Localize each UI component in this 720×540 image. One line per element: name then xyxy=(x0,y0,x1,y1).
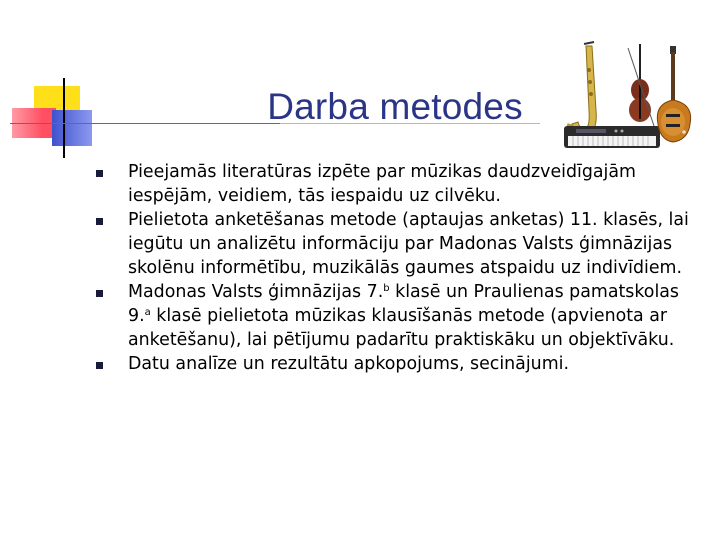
bullet-text: Datu analīze un rezultātu apkopojums, secinājumi. xyxy=(128,354,569,374)
bullet-item xyxy=(96,280,700,352)
bullet-list xyxy=(96,160,700,376)
square-bullet-icon xyxy=(96,218,103,225)
bullet-text-part: Madonas Valsts ģimnāzijas 7. xyxy=(128,282,384,302)
bullet-text: Pielietota anketēšanas metode (aptaujas anketas) 11. klasēs, lai iegūtu un analizētu informāciju par Madonas Valsts ģimnāzijas skolēnu informētību, muzikālās gaumes atspaidu uz indivīdiem. xyxy=(128,210,689,278)
bullet-item xyxy=(96,352,700,376)
square-bullet-icon xyxy=(96,290,103,297)
superscript-class-letter: b xyxy=(383,283,390,294)
guitar-icon xyxy=(657,46,690,142)
bullet-text: Pieejamās literatūras izpēte par mūzikas daudzveidīgajām iespējām, veidiem, tās iespaidu uz cilvēku. xyxy=(128,162,636,206)
superscript-class-letter: a xyxy=(144,307,151,318)
keyboard-icon xyxy=(564,126,660,148)
bullet-text-part: klasē un Praulienas pamatskolas 9. xyxy=(128,282,679,326)
decor-vertical-line xyxy=(63,78,65,158)
square-bullet-icon xyxy=(96,362,103,369)
decor-blue-square xyxy=(52,110,92,146)
bullet-item xyxy=(96,160,700,208)
violin-icon xyxy=(628,44,654,126)
musical-instruments-icon xyxy=(556,40,706,160)
bullet-text-part: klasē pielietota mūzikas klausīšanās metode (apvienota ar anketēšanu), lai pētījumu padarītu praktiskāku un objektīvāku. xyxy=(128,306,675,350)
slide-title: Darba metodes xyxy=(267,86,523,127)
bullet-item xyxy=(96,208,700,280)
square-bullet-icon xyxy=(96,170,103,177)
